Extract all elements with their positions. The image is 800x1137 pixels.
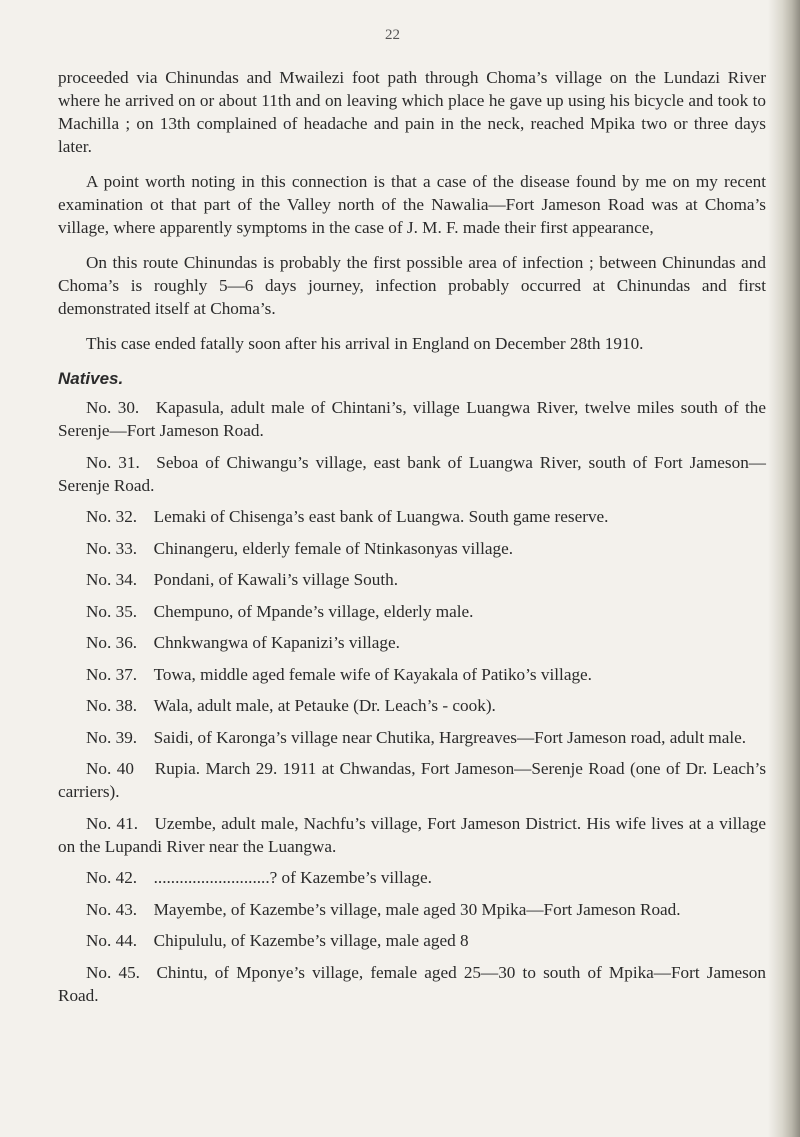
case-entry-text: Mayembe, of Kazembe’s village, male aged 30 Mpika—Fort Jameson Road. [153, 899, 681, 919]
case-entry-text: Saidi, of Karonga’s village near Chutika, Hargreaves—Fort Jameson road, adult male. [153, 727, 747, 747]
case-entry-text: Pondani, of Kawali’s village South. [153, 570, 399, 589]
case-entry-number: 43. [115, 899, 138, 919]
case-entry [58, 451, 766, 497]
page-binding-edge [768, 0, 800, 1137]
case-entry [58, 537, 766, 560]
case-entry-label: No. [86, 696, 112, 715]
case-entry [58, 631, 766, 654]
intro-paragraph-3: On this route Chinundas is probably the first possible area of infection ; between Chinundas and Choma’s is roughly 5—6 days journey, infection probably occurred at Chinundas and first demonstrated itself at Choma’s. [58, 253, 766, 318]
case-entry-number: 31. [118, 452, 140, 472]
case-entry-label: No. [86, 962, 112, 982]
case-entry-label: No. [86, 813, 112, 833]
case-entry-number: 44. [115, 931, 138, 950]
case-entry-label: No. [86, 931, 112, 950]
case-entry-text: Seboa of Chiwangu’s village, east bank of Luangwa River, south of Fort Jameson—Serenje Road. [58, 452, 766, 495]
intro-paragraph-2: A point worth noting in this connection is that a case of the disease found by me on my recent examination ot that part of the Valley north of the Nawalia—Fort Jameson Road was at Choma’s village, where apparently symptoms in the case of J. M. F. made their first appearance, [58, 172, 766, 237]
case-entry [58, 812, 766, 858]
case-entry-number: 32. [115, 507, 138, 526]
case-entry-label: No. [86, 899, 112, 919]
case-entry [58, 568, 766, 591]
case-entry-text: ...........................? of Kazembe’s village. [153, 868, 432, 887]
case-entry-number: 41. [116, 813, 138, 833]
case-entry-label: No. [86, 727, 112, 747]
case-entry [58, 929, 766, 952]
case-entry [58, 694, 766, 717]
case-entry [58, 396, 766, 442]
case-entry-text: Chipululu, of Kazembe’s village, male aged 8 [153, 931, 469, 950]
case-entry-text: Lemaki of Chisenga’s east bank of Luangwa. South game reserve. [153, 507, 609, 526]
case-entry [58, 600, 766, 623]
case-entry-number: 40 [116, 759, 134, 778]
case-entry-label: No. [86, 601, 112, 621]
section-heading-natives: Natives. [58, 369, 124, 388]
case-entry-text: Chintu, of Mponye’s village, female aged 25—30 to south of Mpika—Fort Jameson Road. [58, 962, 766, 1005]
case-entry-number: 30. [117, 398, 140, 417]
case-entry-label: No. [86, 868, 112, 887]
case-entry-number: 35. [115, 601, 138, 621]
case-entry-label: No. [86, 398, 112, 417]
case-entry-text: Chempuno, of Mpande’s village, elderly male. [153, 601, 474, 621]
page-number: 22 [385, 27, 400, 43]
intro-paragraph-1: proceeded via Chinundas and Mwailezi foot path through Choma’s village on the Lundazi River where he arrived on or about 11th and on leaving which place he gave up using his bicycle and took to Machilla ; on 13th complained of headache and pain in the neck, reached Mpika two or three days later. [58, 68, 766, 156]
case-entry-label: No. [86, 570, 112, 589]
case-entry-label: No. [86, 633, 112, 652]
case-entry-number: 45. [118, 962, 140, 982]
case-entry [58, 663, 766, 686]
case-entry-text: Uzembe, adult male, Nachfu’s village, Fort Jameson District. His wife lives at a village on the Lupandi River near the Luangwa. [58, 813, 767, 856]
case-entry-text: Kapasula, adult male of Chintani’s, village Luangwa River, twelve miles south of the Serenje—Fort Jameson Road. [58, 398, 766, 440]
case-entry-number: 36. [115, 633, 138, 652]
case-entry-number: 42. [115, 868, 138, 887]
case-entry [58, 866, 766, 889]
case-entry-text: Wala, adult male, at Petauke (Dr. Leach’s - cook). [153, 696, 496, 715]
case-entry-label: No. [86, 664, 112, 684]
case-entry-label: No. [86, 507, 112, 526]
case-entry-label: No. [86, 538, 112, 558]
case-entry-text: Chinangeru, elderly female of Ntinkasonyas village. [153, 538, 514, 558]
case-list [58, 396, 766, 1007]
case-entry [58, 757, 766, 803]
case-entry-number: 37. [115, 664, 138, 684]
case-entry [58, 898, 766, 921]
case-entry-number: 33. [115, 538, 138, 558]
case-entry-label: No. [86, 452, 112, 472]
case-entry [58, 505, 766, 528]
case-entry-label: No. [86, 759, 112, 778]
case-entry-text: Towa, middle aged female wife of Kayakala of Patiko’s village. [153, 664, 592, 684]
case-entry [58, 726, 766, 749]
case-entry [58, 961, 766, 1007]
intro-paragraph-4: This case ended fatally soon after his arrival in England on December 28th 1910. [86, 334, 644, 353]
case-entry-number: 39. [115, 727, 138, 747]
case-entry-text: Chnkwangwa of Kapanizi’s village. [153, 633, 400, 652]
case-entry-number: 34. [115, 570, 138, 589]
document-body [58, 66, 766, 1015]
case-entry-number: 38. [115, 696, 138, 715]
case-entry-text: Rupia. March 29. 1911 at Chwandas, Fort Jameson—Serenje Road (one of Dr. Leach’s carriers). [58, 759, 767, 801]
